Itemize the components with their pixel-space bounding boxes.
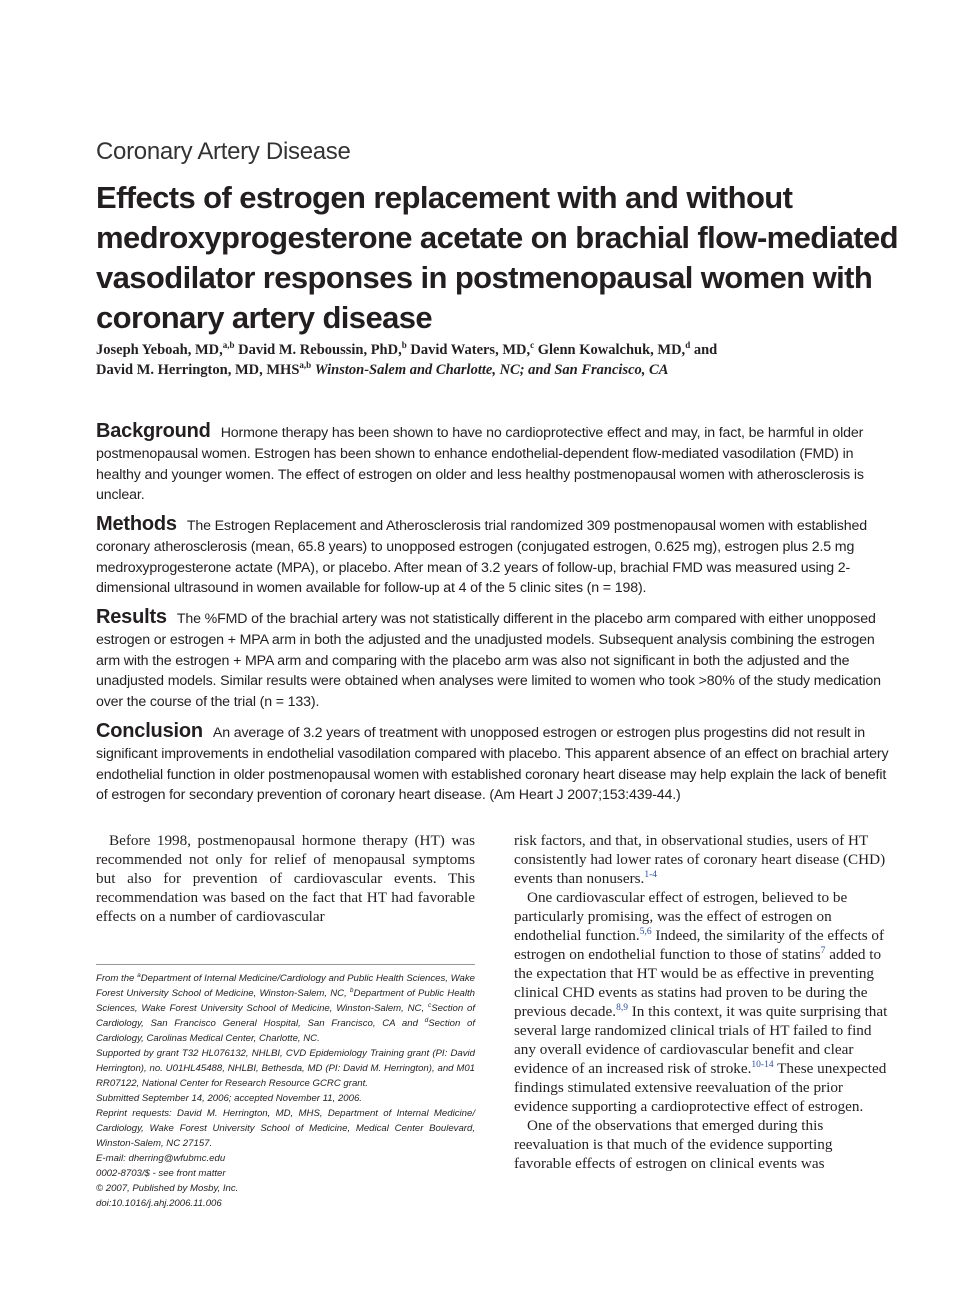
abstract-heading: Background [96,420,211,442]
abstract-text: The %FMD of the brachial artery was not statistically different in the placebo arm compared with either unopposed estrogen or estrogen + MPA arm in both the adjusted and the unadjusted models. Subsequent analysis combining the estrogen arm with the estrogen + MPA arm and comparing with the placebo arm was also not significant in both the adjusted and the unadjusted models. Similar results were obtained when analyses were limited to women who took >80% of the study medication over the course of the trial (n = 133). [96,611,881,711]
article-title: Effects of estrogen replacement with and without medroxyprogesterone acetate on brachial flow-mediated vasodilator responses in postmenopausal women with coronary artery disease [96,180,898,335]
footnote-divider [96,964,475,965]
footnote-email: E-mail: dherring@wfubmc.edu [96,1153,226,1164]
author-affiliation-sup: c [530,340,535,351]
body-paragraph: One of the observations that emerged during this reevaluation is that much of the evidence supporting favorable effects of estrogen on clinical events was [514,1117,833,1172]
abstract-methods [96,514,896,599]
abstract-text: The Estrogen Replacement and Atherosclerosis trial randomized 309 postmenopausal women with established coronary atherosclerosis (mean, 65.8 years) to unopposed estrogen (conjugated estrogen, 0.625 mg), estrogen plus 2.5 mg medroxyprogesterone actate (MPA), or placebo. After mean of 3.2 years of follow-up, brachial FMD was measured using 2-dimensional ultrasound in women available for follow-up at 4 of the 5 clinic sites (n = 198). [96,518,867,597]
body-left-column [96,831,475,926]
abstract-heading: Conclusion [96,720,203,742]
citation-link[interactable]: 5,6 [639,926,652,937]
citation-link[interactable]: 7 [820,945,826,956]
section-label: Coronary Artery Disease [96,138,351,165]
author-conjunction: and [693,342,718,358]
abstract-results [96,607,896,713]
footnote-reprint: Reprint requests: David M. Herrington, MD, MHS, Department of Internal Medicine/ Cardiology, Wake Forest University School of Medicine, Medical Center Boulevard, Winston-Salem, NC 27157. [96,1108,475,1149]
abstract-heading: Methods [96,513,177,535]
footnote-doi: doi:10.1016/j.ahj.2006.11.006 [96,1198,222,1209]
footnote-submitted: Submitted September 14, 2006; accepted November 11, 2006. [96,1093,362,1104]
abstract-heading: Results [96,606,167,628]
author-affiliation-sup: a,b [222,340,235,351]
author-name: David Waters, MD, [410,342,531,358]
author-name: Joseph Yeboah, MD, [96,342,223,358]
abstract-conclusion [96,721,896,806]
author-affiliation-sup: a,b [299,359,312,370]
author-list [96,341,916,380]
footnote-affiliations: From the $^a$Department of Internal Medicine/Cardiology and Public Health Sciences, Wake Forest University School of Medicine, Winston-Salem, NC, $^b$Department of Public Health Sciences, Wake Forest University School of Medicine, Winston-Salem, NC, $^c$Section of Cardiology, San Francisco General Hospital, San Francisco, CA and $^d$Section of Cardiology, Carolinas Medical Center, Charlotte, NC. [96,971,475,1044]
footnotes [96,971,475,1211]
citation-link[interactable]: 1-4 [644,869,658,880]
author-name: David M. Herrington, MD, MHS [96,361,300,378]
abstract-text: Hormone therapy has been shown to have no cardioprotective effect and may, in fact, be harmful in older postmenopausal women. Estrogen has been shown to enhance endothelial-dependent flow-mediated vasodilation (FMD) in healthy and younger women. The effect of estrogen on older and less healthy postmenopausal women with atherosclerosis is unclear. [96,425,864,504]
author-affiliation-sup: d [685,340,691,351]
body-paragraph: One cardiovascular effect of estrogen, believed to be particularly promising, was the effect of estrogen on endothelial function.$^{5,6}$ Indeed, the similarity of the effects of estrogen on endothelial function to those of statins$^7$ added to the expectation that HT would be as effective in preventing clinical CHD events as statins had proven to be during the previous decade.$^{8,9}$ In this context, it was quite surprising that several large randomized clinical trials of HT failed to find any overall evidence of cardiovascular benefit and clear evidence of an increased risk of stroke.$^{10-14}$ These unexpected findings stimulated extensive reevaluation of the prior evidence supporting a cardioprotective effect of estrogen. [514,889,888,1115]
footnote-issn: 0002-8703/$ - see front matter [96,1168,226,1179]
footnote-copyright: © 2007, Published by Mosby, Inc. [96,1183,239,1194]
citation-link[interactable]: 10-14 [751,1059,774,1070]
body-paragraph: Before 1998, postmenopausal hormone therapy (HT) was recommended not only for relief of menopausal symptoms but also for prevention of cardiovascular events. This recommendation was based on the fact that HT had favorable effects on a number of cardiovascular [96,832,475,925]
abstract-text: An average of 3.2 years of treatment with unopposed estrogen or estrogen plus progestins did not result in significant improvements in endothelial vasodilation compared with placebo. This apparent absence of an effect on brachial artery endothelial function in older postmenopausal women with established coronary heart disease may help explain the lack of benefit of estrogen for secondary prevention of coronary heart disease. (Am Heart J 2007;153:439-44.) [96,725,889,804]
footnote-support: Supported by grant T32 HL076132, NHLBI, CVD Epidemiology Training grant (PI: David Herrington), no. U01HL45488, NHLBI, Bethesda, MD (PI: David M. Herrington), and M01 RR07122, National Center for Research Resource GCRC grant. [96,1048,475,1089]
body-paragraph: risk factors, and that, in observational studies, users of HT consistently had lower rates of coronary heart disease (CHD) events than nonusers.$^{1-4}$ [514,832,886,887]
abstract-background [96,421,896,506]
author-name: Glenn Kowalchuk, MD, [537,342,686,358]
author-locations: Winston-Salem and Charlotte, NC; and San Francisco, CA [314,361,669,378]
body-right-column [514,831,889,1173]
author-affiliation-sup: b [401,340,407,351]
author-name: David M. Reboussin, PhD, [238,342,402,358]
citation-link[interactable]: 8,9 [616,1002,628,1013]
